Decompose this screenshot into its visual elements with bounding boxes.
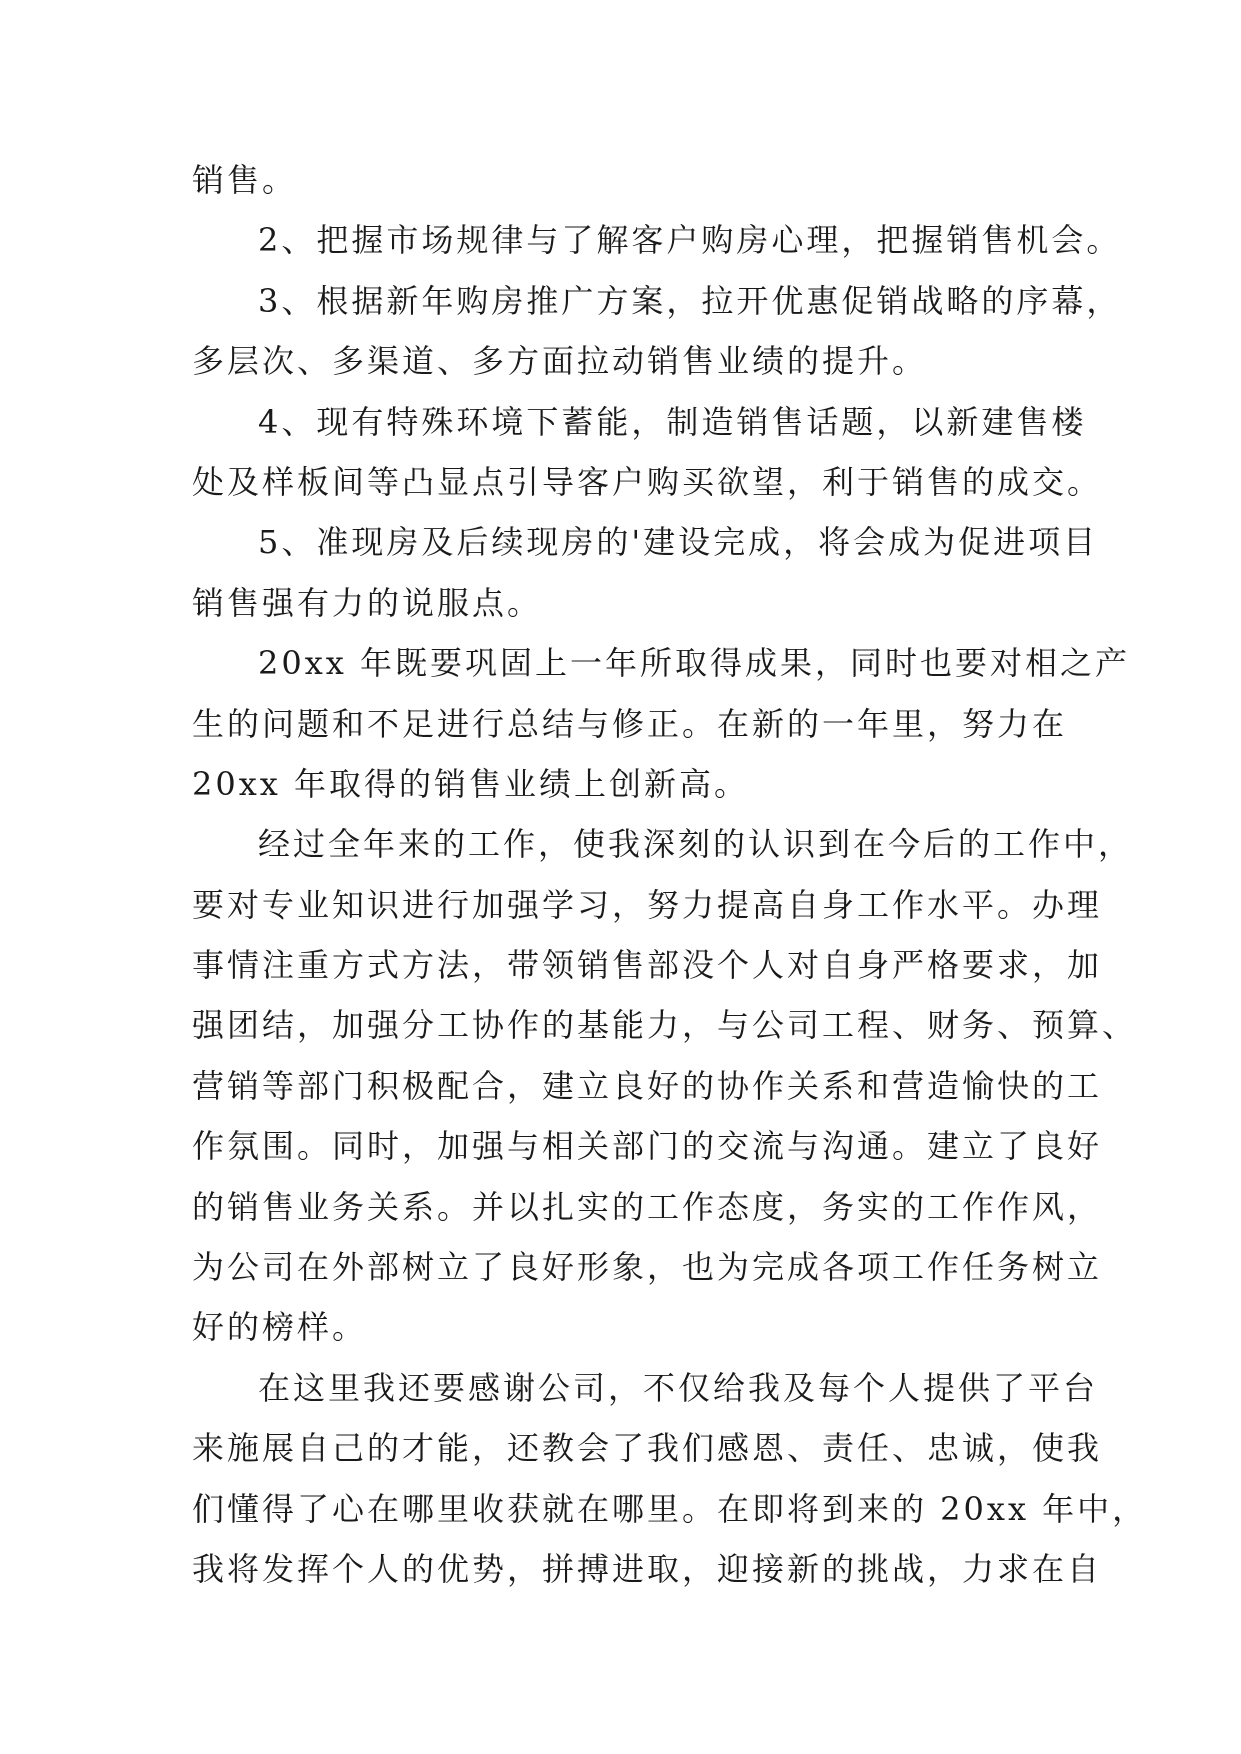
document-body — [192, 150, 1148, 1599]
text-line: 20xx 年既要巩固上一年所取得成果，同时也要对相之产 — [258, 644, 1130, 683]
text-line: 3、根据新年购房推广方案，拉开优惠促销战略的序幕， — [258, 281, 1122, 320]
text-line: 4、现有特殊环境下蓄能，制造销售话题，以新建售楼 — [258, 402, 1087, 441]
text-line: 处及样板间等凸显点引导客户购买欲望，利于销售的成交。 — [192, 462, 1103, 501]
text-line: 2、把握市场规律与了解客户购房心理，把握销售机会。 — [258, 221, 1122, 260]
text-line: 5、准现房及后续现房的'建设完成，将会成为促进项目 — [258, 523, 1099, 562]
text-line: 经过全年来的工作，使我深刻的认识到在今后的工作中， — [258, 825, 1134, 864]
text-line: 在这里我还要感谢公司，不仅给我及每个人提供了平台 — [258, 1368, 1099, 1407]
text-line: 来施展自己的才能，还教会了我们感恩、责任、忠诚，使我 — [192, 1429, 1103, 1468]
text-line: 要对专业知识进行加强学习，努力提高自身工作水平。办理 — [192, 885, 1103, 924]
text-line: 事情注重方式方法，带领销售部没个人对自身严格要求，加 — [192, 946, 1103, 985]
text-line: 多层次、多渠道、多方面拉动销售业绩的提升。 — [192, 342, 928, 381]
text-line: 营销等部门积极配合，建立良好的协作关系和营造愉快的工 — [192, 1066, 1103, 1105]
text-line: 好的榜样。 — [192, 1308, 368, 1347]
text-line: 们懂得了心在哪里收获就在哪里。在即将到来的 20xx 年中， — [192, 1489, 1148, 1528]
text-line: 为公司在外部树立了良好形象，也为完成各项工作任务树立 — [192, 1248, 1103, 1287]
text-line: 20xx 年取得的销售业绩上创新高。 — [192, 764, 749, 803]
text-line: 强团结，加强分工协作的基能力，与公司工程、财务、预算、 — [192, 1006, 1138, 1045]
text-line: 我将发挥个人的优势，拼搏进取，迎接新的挑战，力求在自 — [192, 1549, 1103, 1588]
text-line: 作氛围。同时，加强与相关部门的交流与沟通。建立了良好 — [192, 1127, 1103, 1166]
text-line: 生的问题和不足进行总结与修正。在新的一年里，努力在 — [192, 704, 1068, 743]
text-line: 的销售业务关系。并以扎实的工作态度，务实的工作作风， — [192, 1187, 1103, 1226]
text-line: 销售强有力的说服点。 — [192, 583, 543, 622]
text-line: 销售。 — [192, 161, 298, 199]
